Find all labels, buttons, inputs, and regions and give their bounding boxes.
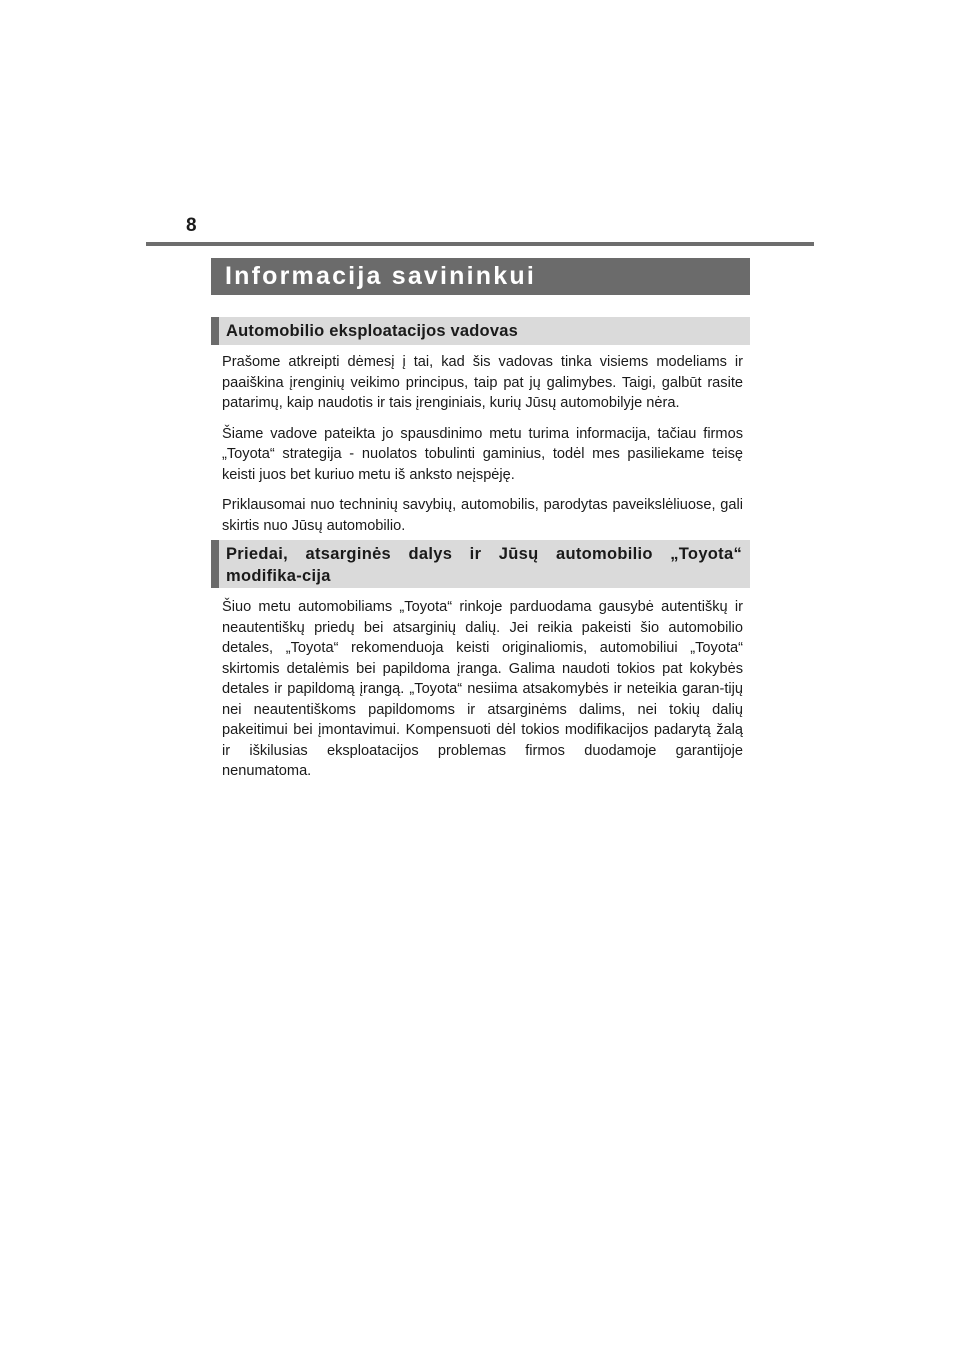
section-heading-bar <box>211 540 750 588</box>
section-body <box>222 352 743 546</box>
paragraph: Šiuo metu automobiliams „Toyota“ rinkoje parduodama gausybė autentiškų ir neautentiškų priedų bei atsarginių dalių. Jei reikia pakeisti šio automobilio detales, „Toyota“ rekomenduoja keisti originaliomis, automobiliui „Toyota“ skirtomis detalėmis bei papildoma įranga. Galima naudoti tokios pat kokybės detales ir papildomą įrangą. „Toyota“ nesiima atsakomybės ir neteikia garan-tijų nei neautentiškoms papildomoms ir atsarginėms dalims, nei tokių dalių pakeitimui bei įmontavimui. Kompensuoti dėl tokios modifikacijos padarytą žalą ir iškilusias eksploatacijos problemas firmos duodamoje garantijoje nenumatoma. <box>222 599 743 779</box>
section-heading-bar <box>211 317 750 345</box>
paragraph: Priklausomai nuo techninių savybių, automobilis, parodytas paveikslėliuose, gali skirtis nuo Jūsų automobilio. <box>222 497 743 534</box>
section-body <box>222 597 743 792</box>
section-heading: Automobilio eksploatacijos vadovas <box>226 322 518 340</box>
chapter-title: Informacija savininkui <box>225 262 536 290</box>
section-heading: Priedai, atsarginės dalys ir Jūsų automobilio „Toyota“ modifika-cija <box>226 545 742 585</box>
chapter-title-bar <box>211 258 750 295</box>
header-rule <box>146 242 814 246</box>
paragraph: Šiame vadove pateikta jo spausdinimo metu turima informacija, tačiau firmos „Toyota“ strategija - nuolatos tobulinti gaminius, todėl mes pasiliekame teisę keisti juos bet kuriuo metu iš anksto neįspėję. <box>222 425 743 483</box>
page-number: 8 <box>186 215 197 236</box>
paragraph: Prašome atkreipti dėmesį į tai, kad šis vadovas tinka visiems modeliams ir paaiškina įrenginių veikimo principus, taip pat jų galimybes. Taigi, galbūt rasite patarimų, kaip naudotis ir tais įrenginiais, kurių Jūsų automobilyje nėra. <box>222 354 743 411</box>
